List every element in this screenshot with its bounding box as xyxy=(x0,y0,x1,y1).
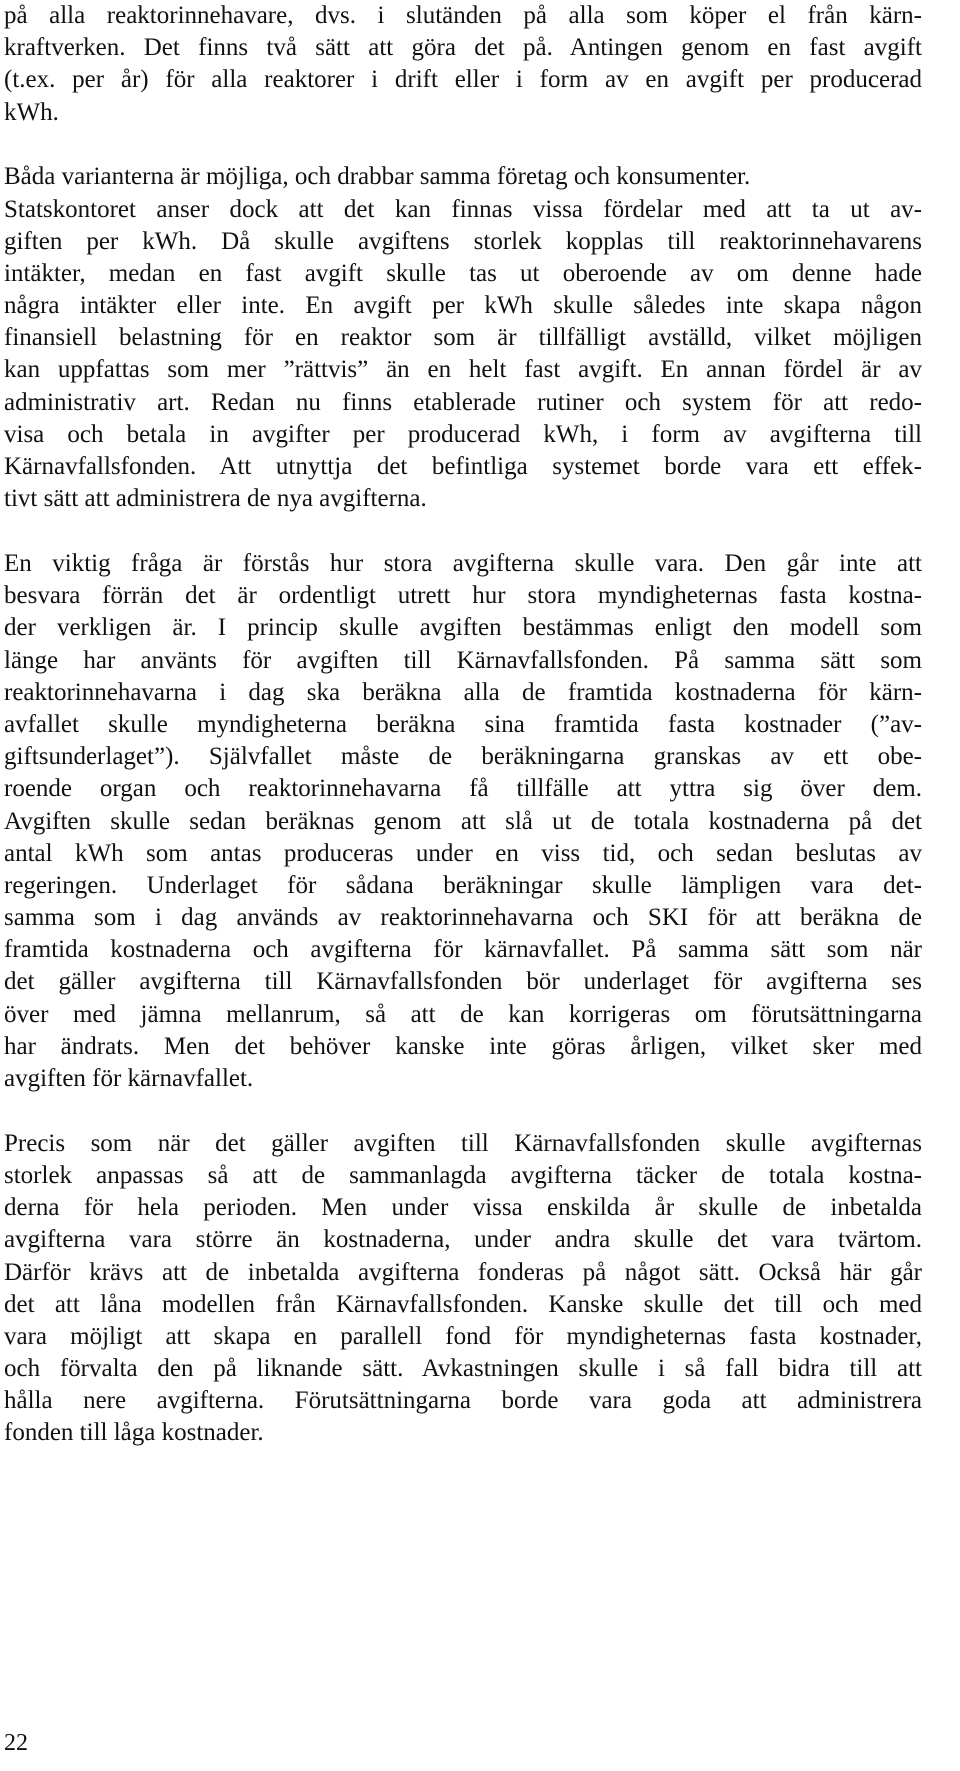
text-line: Avgiften skulle sedan beräknas genom att slå ut de totala kostnaderna på det xyxy=(4,807,922,835)
text-line: regeringen. Underlaget för sådana beräkningar skulle lämpligen vara det- xyxy=(4,871,922,899)
text-line: reaktorinnehavarna i dag ska beräkna alla de framtida kostnaderna för kärn- xyxy=(4,678,922,706)
page-number: 22 xyxy=(4,1730,28,1756)
text-line: Precis som när det gäller avgiften till Kärnavfallsfonden skulle avgifternas xyxy=(4,1129,922,1157)
text-line: fonden till låga kostnader. xyxy=(4,1419,264,1447)
text-line: roende organ och reaktorinnehavarna få tillfälle att yttra sig över dem. xyxy=(4,775,922,803)
text-line: derna för hela perioden. Men under vissa enskilda år skulle de inbetalda xyxy=(4,1194,922,1222)
text-line: Båda varianterna är möjliga, och drabbar samma företag och konsumenter. xyxy=(4,163,751,191)
text-line: och förvalta den på liknande sätt. Avkastningen skulle i så fall bidra till att xyxy=(4,1355,922,1383)
text-line: kWh. xyxy=(4,98,59,126)
paragraph xyxy=(4,161,922,515)
text-line: länge har använts för avgiften till Kärnavfallsfonden. På samma sätt som xyxy=(4,646,922,674)
text-line: det gäller avgifterna till Kärnavfallsfonden bör underlaget för avgifterna ses xyxy=(4,968,922,996)
text-line: besvara förrän det är ordentligt utrett hur stora myndigheternas fasta kostna- xyxy=(4,582,922,610)
text-line: finansiell belastning för en reaktor som är tillfälligt avställd, vilket möjligen xyxy=(4,324,922,352)
text-line: Kärnavfallsfonden. Att utnyttja det befintliga systemet borde vara ett effek- xyxy=(4,453,922,481)
text-line: storlek anpassas så att de sammanlagda avgifterna täcker de totala kostna- xyxy=(4,1161,922,1189)
text-line: avgiften för kärnavfallet. xyxy=(4,1065,254,1092)
text-line: Statskontoret anser dock att det kan finnas vissa fördelar med att ta ut av- xyxy=(4,195,922,223)
paragraph xyxy=(4,1128,922,1450)
text-line: intäkter, medan en fast avgift skulle tas ut oberoende av om denne hade xyxy=(4,259,922,287)
text-line: vara möjligt att skapa en parallell fond för myndigheternas fasta kostnader, xyxy=(4,1322,922,1350)
paragraph xyxy=(4,0,922,129)
text-line: har ändrats. Men det behöver kanske inte göras årligen, vilket sker med xyxy=(4,1032,922,1060)
text-line: tivt sätt att administrera de nya avgifterna. xyxy=(4,485,427,513)
text-line: över med jämna mellanrum, så att de kan korrigeras om förutsättningarna xyxy=(4,1000,922,1028)
text-line: några intäkter eller inte. En avgift per kWh skulle således inte skapa någon xyxy=(4,292,922,320)
text-line: administrativ art. Redan nu finns etablerade rutiner och system för att redo- xyxy=(4,388,922,416)
text-line: kan uppfattas som mer ”rättvis” än en helt fast avgift. En annan fördel är av xyxy=(4,356,922,384)
text-line: En viktig fråga är förstås hur stora avgifterna skulle vara. Den går inte att xyxy=(4,550,922,577)
text-line: hålla nere avgifterna. Förutsättningarna borde vara goda att administrera xyxy=(4,1387,922,1415)
text-line: avgifterna vara större än kostnaderna, under andra skulle det vara tvärtom. xyxy=(4,1226,922,1254)
text-line: avfallet skulle myndigheterna beräkna sina framtida fasta kostnader (”av- xyxy=(4,710,922,738)
text-line: det att låna modellen från Kärnavfallsfonden. Kanske skulle det till och med xyxy=(4,1290,922,1318)
text-line: antal kWh som antas produceras under en viss tid, och sedan beslutas av xyxy=(4,839,922,867)
body-text xyxy=(4,0,922,1450)
paragraph xyxy=(4,548,922,1095)
text-line: på alla reaktorinnehavare, dvs. i slutänden på alla som köper el från kärn- xyxy=(4,2,922,29)
text-line: der verkligen är. I princip skulle avgiften bestämmas enligt den modell som xyxy=(4,614,922,642)
text-line: Därför krävs att de inbetalda avgifterna fonderas på något sätt. Också här går xyxy=(4,1258,922,1286)
text-line: (t.ex. per år) för alla reaktorer i drift eller i form av en avgift per producerad xyxy=(4,66,922,94)
text-line: visa och betala in avgifter per producerad kWh, i form av avgifterna till xyxy=(4,420,922,448)
text-line: framtida kostnaderna och avgifterna för kärnavfallet. På samma sätt som när xyxy=(4,936,922,964)
text-line: samma som i dag används av reaktorinnehavarna och SKI för att beräkna de xyxy=(4,904,922,932)
text-line: giften per kWh. Då skulle avgiftens storlek kopplas till reaktorinnehavarens xyxy=(4,227,922,255)
text-line: kraftverken. Det finns två sätt att göra det på. Antingen genom en fast avgift xyxy=(4,34,922,62)
text-line: giftsunderlaget”). Självfallet måste de beräkningarna granskas av ett obe- xyxy=(4,743,922,771)
